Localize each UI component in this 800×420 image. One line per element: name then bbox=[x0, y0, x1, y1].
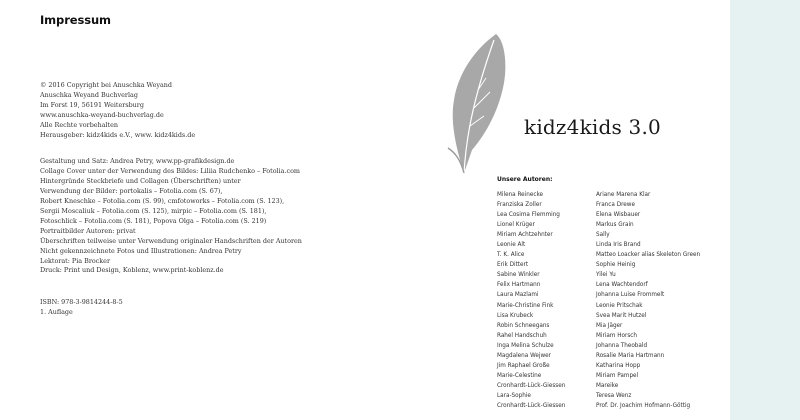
text-line: © 2016 Copyright bei Anuschka Weyand bbox=[40, 81, 172, 89]
author-name: Magdalena Wejwer bbox=[497, 352, 551, 359]
text-line: Portraitbilder Autoren: privat bbox=[40, 226, 136, 235]
author-name: Miriam Pampel bbox=[596, 372, 639, 379]
author-name: Teresa Wenz bbox=[596, 392, 632, 399]
text-line: Nicht gekennzeichnete Fotos und Illustrationen: Andrea Petry bbox=[40, 246, 242, 255]
brand-title: kidz4kids 3.0 bbox=[524, 115, 661, 139]
author-name: Cronhardt-Lück-Giessen bbox=[497, 382, 566, 389]
author-name: Leonie Pritschak bbox=[596, 302, 643, 309]
isbn-block bbox=[40, 298, 340, 318]
author-name: Lara-Sophie bbox=[497, 392, 531, 399]
author-name: Sabine Winkler bbox=[497, 272, 540, 279]
author-name: Linda Iris Brand bbox=[596, 242, 641, 249]
text-line: Robert Kneschke – Fotolia.com (S. 99), cmfotoworks – Fotolia.com (S. 123), bbox=[40, 196, 285, 205]
author-name: Milena Reinecke bbox=[497, 192, 544, 198]
text-line: Lektorat: Pia Brocker bbox=[40, 256, 111, 265]
author-name: Inga Melina Schulze bbox=[497, 342, 554, 349]
author-name: Ariane Marena Klar bbox=[596, 192, 651, 198]
text-line: Anuschka Weyand Buchverlag bbox=[40, 90, 138, 99]
author-name: Leonie Alt bbox=[497, 242, 526, 249]
credits-block bbox=[40, 157, 340, 276]
author-name: Lena Wachtendorf bbox=[596, 282, 648, 289]
authors-title: Unsere Autoren: bbox=[497, 176, 553, 183]
text-line: Fotoschlick – Fotolia.com (S. 181), Popova Olga – Fotolia.com (S. 219) bbox=[40, 216, 267, 225]
text-line: Sergii Moscaliuk – Fotolia.com (S. 125), mirpic – Fotolia.com (S. 181), bbox=[40, 206, 267, 215]
author-name: Miriam Achtzehnter bbox=[497, 232, 553, 239]
author-name: Laura Mazlami bbox=[497, 292, 539, 299]
author-name: Rosalie Maria Hartmann bbox=[596, 352, 665, 359]
text-line: Überschriften teilweise unter Verwendung originaler Handschriften der Autoren bbox=[40, 236, 302, 245]
author-name: Sally bbox=[596, 232, 610, 239]
author-name: Sophie Heinig bbox=[596, 262, 636, 269]
author-name: Lionel Krüger bbox=[497, 222, 535, 229]
authors-list-left bbox=[497, 190, 597, 411]
author-name: Rahel Handschuh bbox=[497, 332, 547, 339]
text-line: Im Forst 19, 56191 Weitersburg bbox=[40, 100, 144, 109]
text-line: 1. Auflage bbox=[40, 307, 73, 316]
author-name: Yilei Yu bbox=[596, 272, 616, 279]
author-name: Lea Cosima Flemming bbox=[497, 212, 560, 219]
author-name: T. K. Alice bbox=[497, 252, 525, 259]
author-name: Markus Grain bbox=[596, 222, 634, 229]
text-line: Gestaltung und Satz: Andrea Petry, www.pp-grafikdesign.de bbox=[40, 157, 235, 165]
author-name: Mia Jäger bbox=[596, 322, 623, 329]
text-line: Hintergründe Steckbriefe und Collagen (Überschriften) unter bbox=[40, 176, 241, 185]
text-line: Collage Cover unter der Verwendung des Bildes: Liliia Rudchenko – Fotolia.com bbox=[40, 166, 300, 175]
author-name: Robin Schneegans bbox=[497, 322, 550, 329]
author-name: Johanna Theobald bbox=[596, 342, 648, 349]
author-name: Lisa Krubeck bbox=[497, 312, 534, 319]
text-line: Verwendung der Bilder: portokalis – Fotolia.com (S. 67), bbox=[40, 186, 223, 195]
author-name: Franca Drewe bbox=[596, 202, 635, 209]
author-name: Cronhardt-Lück-Giessen bbox=[497, 402, 566, 409]
text-line: Druck: Print und Design, Koblenz, www.print-koblenz.de bbox=[40, 266, 224, 275]
page-heading: Impressum bbox=[40, 13, 111, 27]
text-line: www.anuschka-weyand-buchverlag.de bbox=[40, 110, 164, 119]
text-line: Herausgeber: kidz4kids e.V., www. kidz4kids.de bbox=[40, 130, 196, 139]
author-name: Jim Raphael Große bbox=[497, 362, 550, 369]
author-name: Felix Hartmann bbox=[497, 282, 541, 289]
author-name: Marie-Christine Fink bbox=[497, 302, 554, 309]
author-name: Mareike bbox=[596, 382, 619, 389]
author-name: Franziska Zoller bbox=[497, 202, 542, 209]
author-name: Miriam Horsch bbox=[596, 332, 638, 339]
author-name: Elena Wisbauer bbox=[596, 212, 641, 219]
author-name: Erik Dittert bbox=[497, 262, 529, 269]
author-name: Matteo Loacker alias Skeleton Green bbox=[596, 252, 701, 259]
text-line: ISBN: 978-3-9814244-8-5 bbox=[40, 298, 123, 306]
author-name: Johanna Luise Frommelt bbox=[596, 292, 665, 299]
authors-list-right bbox=[596, 190, 726, 411]
feather-icon bbox=[434, 30, 520, 176]
author-name: Prof. Dr. Joachim Hofmann-Göttig bbox=[596, 402, 691, 409]
author-name: Marie-Celestine bbox=[497, 372, 542, 379]
side-strip bbox=[730, 0, 800, 420]
author-name: Katharina Hopp bbox=[596, 362, 641, 369]
copyright-block bbox=[40, 81, 340, 141]
text-line: Alle Rechte vorbehalten bbox=[40, 120, 119, 129]
author-name: Svea Marit Hutzel bbox=[596, 312, 647, 319]
